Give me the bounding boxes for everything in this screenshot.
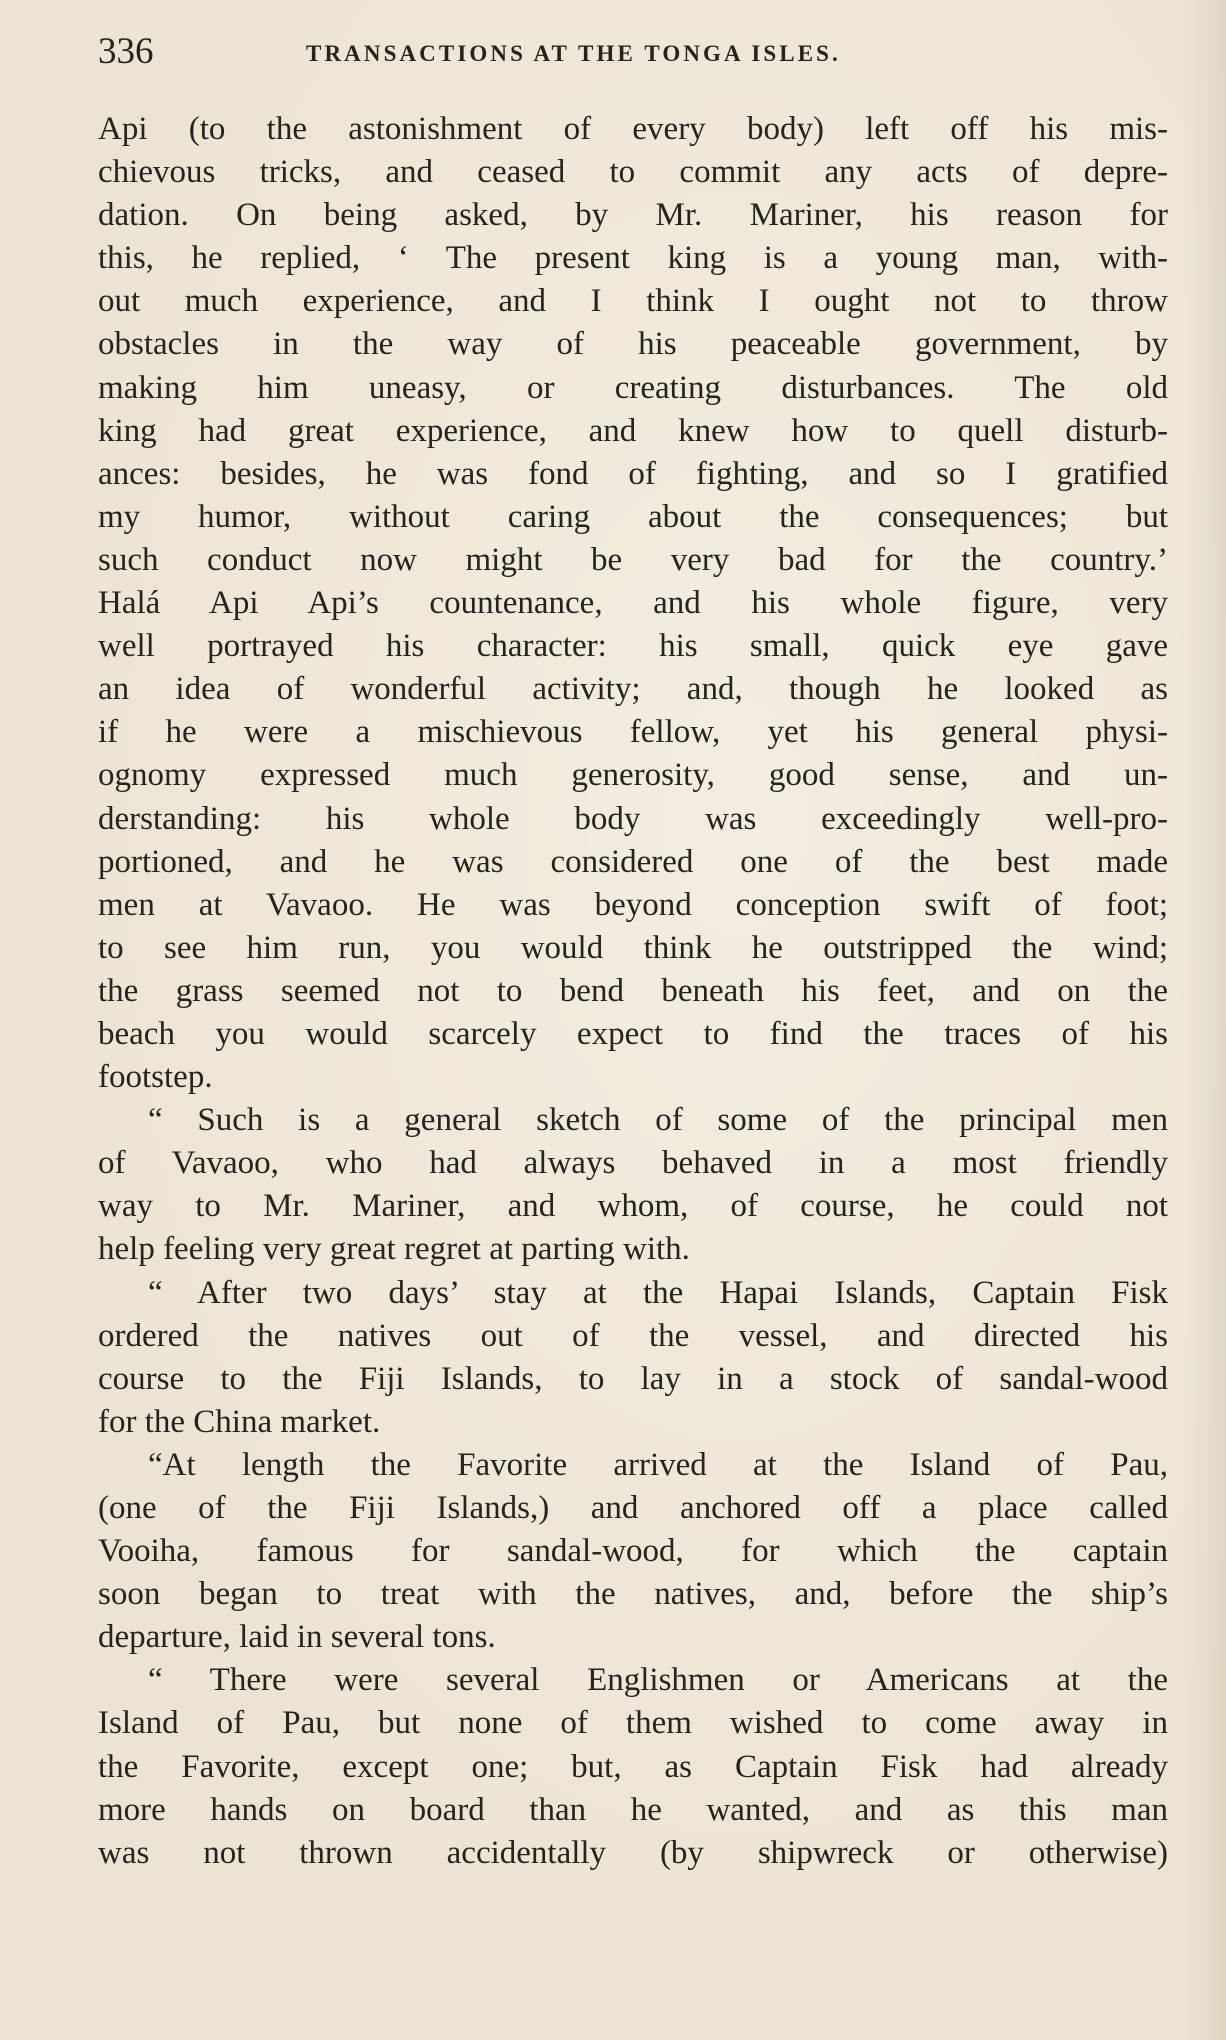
paragraph-end-line: for the China market. bbox=[98, 1403, 381, 1440]
text-line: was not thrown accidentally (by shipwreck or otherwise) bbox=[98, 1834, 1168, 1871]
text-line: Halá Api Api’s countenance, and his whole figure, very bbox=[98, 585, 1168, 622]
text-line: (one of the Fiji Islands,) and anchored off a place called bbox=[98, 1490, 1168, 1526]
text-line: making him uneasy, or creating disturbances. The old bbox=[98, 369, 1168, 406]
running-title: TRANSACTIONS AT THE TONGA ISLES. bbox=[306, 41, 841, 66]
running-head bbox=[98, 30, 1168, 74]
text-line: men at Vavaoo. He was beyond conception swift of foot; bbox=[98, 886, 1168, 923]
text-line: of Vavaoo, who had always behaved in a most friendly bbox=[98, 1145, 1168, 1182]
text-line: obstacles in the way of his peaceable government, by bbox=[98, 326, 1168, 363]
page-number: 336 bbox=[98, 31, 154, 72]
text-line: if he were a mischievous fellow, yet his general physi- bbox=[98, 714, 1168, 751]
text-line: beach you would scarcely expect to find the traces of his bbox=[98, 1015, 1168, 1052]
text-line: this, he replied, ‘ The present king is a young man, with- bbox=[98, 240, 1168, 277]
text-line: chievous tricks, and ceased to commit any acts of depre- bbox=[98, 154, 1168, 191]
text-line: my humor, without caring about the consequences; but bbox=[98, 498, 1168, 535]
text-line: out much experience, and I think I ought not to throw bbox=[98, 283, 1168, 320]
paragraph-end-line: help feeling very great regret at parting with. bbox=[98, 1231, 690, 1268]
paragraph-first-line: “At length the Favorite arrived at the Island of Pau, bbox=[148, 1446, 1168, 1483]
text-line: Island of Pau, but none of them wished to come away in bbox=[98, 1705, 1168, 1742]
text-line: to see him run, you would think he outstripped the wind; bbox=[98, 929, 1168, 966]
text-line: ances: besides, he was fond of fighting, and so I gratified bbox=[98, 455, 1168, 492]
text-line: dation. On being asked, by Mr. Mariner, his reason for bbox=[98, 197, 1168, 234]
text-line: course to the Fiji Islands, to lay in a stock of sandal-wood bbox=[98, 1360, 1168, 1397]
page-edge-shadow bbox=[1186, 0, 1226, 2040]
text-line: the grass seemed not to bend beneath his feet, and on the bbox=[98, 972, 1168, 1009]
text-line: king had great experience, and knew how to quell disturb- bbox=[98, 412, 1168, 449]
text-line: Vooiha, famous for sandal-wood, for which the captain bbox=[98, 1533, 1168, 1570]
text-line: ognomy expressed much generosity, good sense, and un- bbox=[98, 757, 1168, 794]
text-line: portioned, and he was considered one of the best made bbox=[98, 843, 1168, 880]
text-line: well portrayed his character: his small, quick eye gave bbox=[98, 628, 1168, 665]
paragraph-first-line: “ Such is a general sketch of some of the principal men bbox=[148, 1102, 1168, 1139]
text-line: such conduct now might be very bad for the country.’ bbox=[98, 541, 1168, 578]
body-text bbox=[98, 108, 1168, 1875]
paragraph-end-line: footstep. bbox=[98, 1059, 213, 1096]
text-line: more hands on board than he wanted, and as this man bbox=[98, 1791, 1168, 1828]
paragraph-first-line: “ There were several Englishmen or Americans at the bbox=[148, 1662, 1168, 1699]
text-line: the Favorite, except one; but, as Captain Fisk had already bbox=[98, 1748, 1168, 1785]
text-line: ordered the natives out of the vessel, and directed his bbox=[98, 1317, 1168, 1354]
text-line: Api (to the astonishment of every body) left off his mis- bbox=[98, 111, 1168, 147]
paragraph-first-line: “ After two days’ stay at the Hapai Islands, Captain Fisk bbox=[148, 1274, 1168, 1311]
text-line: way to Mr. Mariner, and whom, of course, he could not bbox=[98, 1188, 1168, 1225]
text-line: an idea of wonderful activity; and, though he looked as bbox=[98, 671, 1168, 708]
paragraph-end-line: departure, laid in several tons. bbox=[98, 1619, 496, 1656]
text-line: soon began to treat with the natives, and, before the ship’s bbox=[98, 1576, 1168, 1613]
text-line: derstanding: his whole body was exceedingly well-pro- bbox=[98, 800, 1168, 837]
